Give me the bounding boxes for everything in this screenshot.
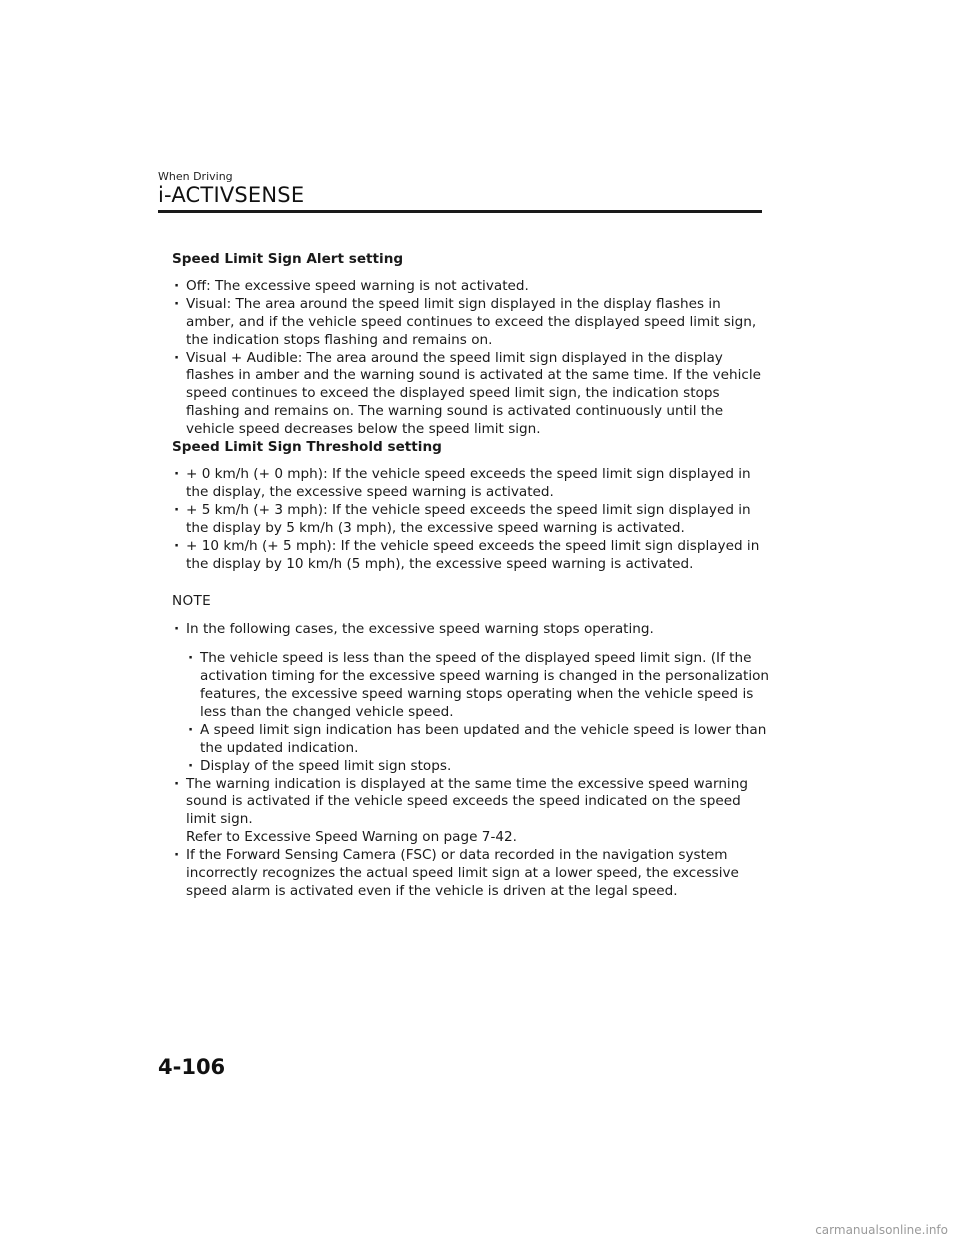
list-item: · + 10 km/h (+ 5 mph): If the vehicle speed exceeds the speed limit sign displayed in the display by 10 km/h (5 mph), the excessive speed warning is activated. [172, 538, 772, 574]
chapter-title: i-ACTIVSENSE [158, 183, 305, 207]
page-header [158, 170, 762, 213]
list-item: · A speed limit sign indication has been updated and the vehicle speed is lower than the updated indication. [186, 722, 772, 758]
list-item: · + 5 km/h (+ 3 mph): If the vehicle speed exceeds the speed limit sign displayed in the display by 5 km/h (3 mph), the excessive speed warning is activated. [172, 502, 772, 538]
main-content [172, 251, 772, 901]
note-item-fsc: · If the Forward Sensing Camera (FSC) or data recorded in the navigation system incorrectly recognizes the actual speed limit sign at a lower speed, the excessive speed alarm is activated even if the vehicle is driven at the legal speed. [172, 847, 772, 901]
note-label: NOTE [172, 593, 211, 610]
note-intro-text: In the following cases, the excessive speed warning stops operating. [186, 621, 654, 638]
list-item: · Visual + Audible: The area around the speed limit sign displayed in the display flashes in amber and the warning sound is activated at the same time. If the vehicle speed continues to exceed the displayed speed limit sign, the indication stops flashing and remains on. The warning sound is activated continuously until the vehicle speed decreases below the speed limit sign. [172, 350, 772, 440]
page-reference-link[interactable]: Refer to Excessive Speed Warning on page 7-42. [186, 829, 517, 846]
list-item: · Visual: The area around the speed limit sign displayed in the display flashes in amber, and if the vehicle speed continues to exceed the displayed speed limit sign, the indication stops flashing and remains on. [172, 296, 772, 350]
threshold-setting-list [172, 466, 772, 573]
note-sub-list [186, 650, 772, 775]
alert-setting-heading: Speed Limit Sign Alert setting [172, 251, 404, 267]
warning-text: · The warning indication is displayed at the same time the excessive speed warning sound is activated if the vehicle speed exceeds the speed indicated on the speed limit sign. [186, 775, 748, 828]
note-list-continued [172, 776, 772, 901]
alert-setting-list [172, 278, 772, 439]
watermark-text: carmanualsonline.info [815, 1223, 948, 1237]
list-item: · Display of the speed limit sign stops. [186, 758, 772, 776]
note-list [172, 621, 772, 639]
list-item: · The vehicle speed is less than the speed of the displayed speed limit sign. (If the activation timing for the excessive speed warning is changed in the personalization features, the excessive speed warning stops operating when the vehicle speed is less than the changed vehicle speed. [186, 650, 772, 722]
note-item-warning [172, 776, 772, 848]
list-item: · + 0 km/h (+ 0 mph): If the vehicle speed exceeds the speed limit sign displayed in the display, the excessive speed warning is activated. [172, 466, 772, 502]
page-number: 4-106 [158, 1055, 226, 1079]
threshold-setting-heading: Speed Limit Sign Threshold setting [172, 439, 442, 456]
note-item-intro [172, 621, 772, 639]
section-label: When Driving [158, 170, 233, 183]
list-item: · Off: The excessive speed warning is not activated. [172, 278, 772, 296]
header-divider [158, 210, 762, 213]
